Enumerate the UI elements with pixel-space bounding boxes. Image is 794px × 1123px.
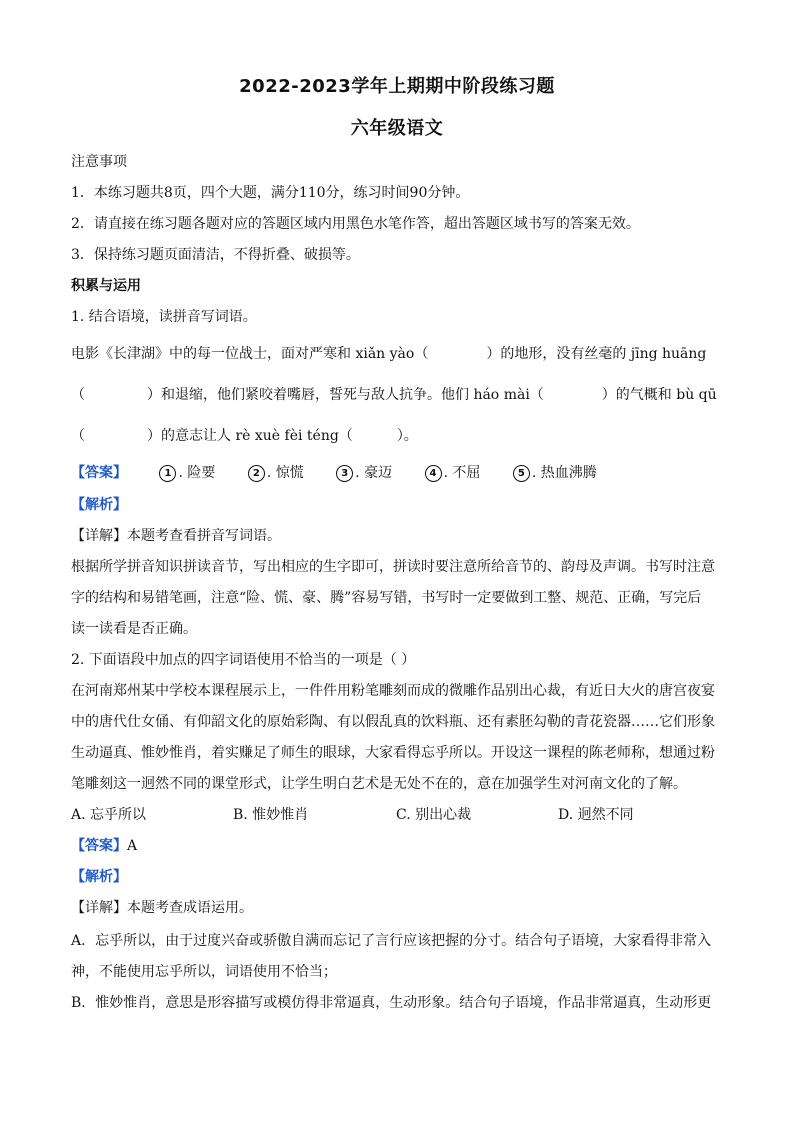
q2-stem: 2. 下面语段中加点的四字词语使用不恰当的一项是（ ） [71, 652, 416, 668]
notes-item-3: 3．保持练习题页面清洁，不得折叠、破损等。 [71, 247, 360, 263]
q2-passage-line-3: 生动逼真、惟妙惟肖，着实赚足了师生的眼球，大家看得忘乎所以。开设这一课程的陈老师称，想通过粉 [71, 745, 715, 761]
q1-explanation-line-1: 根据所学拼音知识拼读音节，写出相应的生字即可，拼读时要注意所给音节的、韵母及声调。书写时注意 [71, 559, 715, 575]
q2-explanation-line-3: B．惟妙惟肖，意思是形容描写或模仿得非常逼真，生动形象。结合句子语境，作品非常逼真，生动形更 [71, 995, 712, 1011]
answer-text: . 险要 [178, 465, 216, 481]
q1-text: ）。 [396, 428, 418, 444]
q1-explanation-line-2: 字的结构和易错笔画，注意“险、慌、豪、腾”容易写错，书写时一定要做到工整、规范、正确，写完后 [71, 590, 702, 606]
q2-explanation-line-2: 神，不能使用忘乎所以，词语使用不恰当； [71, 964, 337, 980]
circled-number: 4 [425, 465, 442, 482]
answer-item-2 [248, 465, 304, 481]
answer-tag: 【答案】 [71, 838, 127, 854]
q1-sentence-line-1 [71, 345, 706, 363]
notes-item-1: 1．本练习题共8页，四个大题，满分110分，练习时间90分钟。 [71, 185, 470, 201]
answer-tag: 【答案】 [71, 465, 127, 481]
q1-sentence-line-3 [71, 427, 418, 445]
notes-heading: 注意事项 [71, 154, 127, 170]
q2-answer-line [71, 837, 137, 855]
q1-detail: 【详解】本题考查看拼音写词语。 [71, 528, 281, 544]
document-title: 2022-2023学年上期期中阶段练习题 [239, 76, 555, 97]
answer-text: . 惊慌 [266, 465, 304, 481]
section-title: 积累与运用 [71, 278, 141, 294]
answer-item-5 [513, 465, 597, 481]
circled-number: 2 [248, 465, 265, 482]
q1-text: ）的地形，没有丝毫的 jīng huāng [486, 346, 707, 362]
q1-text: ）和退缩，他们紧咬着嘴唇，誓死与敌人抗争。他们 háo mài（ [147, 387, 544, 403]
answer-item-3 [336, 465, 392, 481]
answer-text: . 热血沸腾 [531, 465, 597, 481]
answer-item-1 [159, 465, 215, 481]
q1-sentence-line-2 [71, 386, 717, 404]
q1-text: 电影《长津湖》中的每一位战士，面对严寒和 xiǎn yào（ [71, 346, 429, 362]
q1-text: ）的气概和 bù qū [601, 387, 717, 403]
option-b[interactable]: B. 惟妙惟肖 [233, 807, 309, 823]
analysis-tag: 【解析】 [71, 869, 127, 885]
q2-passage-line-1: 在河南郑州某中学校本课程展示上，一件件用粉笔雕刻而成的微雕作品别出心裁，有近日大火的唐宫夜宴 [71, 683, 715, 699]
q1-explanation-line-3: 读一读看是否正确。 [71, 621, 197, 637]
q2-passage-line-4: 笔雕刻这一迥然不同的课堂形式，让学生明白艺术是无处不在的，意在加强学生对河南文化的了解。 [71, 776, 687, 792]
q1-text: ）的意志让人 rè xuè fèi téng（ [147, 428, 353, 444]
option-c[interactable]: C. 别出心裁 [396, 807, 472, 823]
document-subtitle: 六年级语文 [350, 118, 444, 139]
answer-text: . 豪迈 [355, 465, 393, 481]
analysis-tag: 【解析】 [71, 497, 127, 513]
q1-text: （ [71, 428, 85, 444]
circled-number: 5 [513, 465, 530, 482]
q1-answer-line [71, 464, 625, 482]
notes-item-2: 2．请直接在练习题各题对应的答题区域内用黑色水笔作答，超出答题区域书写的答案无效。 [71, 216, 640, 232]
circled-number: 1 [159, 465, 176, 482]
circled-number: 3 [336, 465, 353, 482]
option-a[interactable]: A. 忘乎所以 [71, 807, 147, 823]
option-d[interactable]: D. 迥然不同 [558, 807, 634, 823]
q2-detail: 【详解】本题考查成语运用。 [71, 900, 253, 916]
answer-item-4 [425, 465, 481, 481]
q2-passage-line-2: 中的唐代仕女俑、有仰韶文化的原始彩陶、有以假乱真的饮料瓶、还有素胚勾勒的青花瓷器……它们形象 [71, 714, 715, 730]
q1-stem: 1. 结合语境，读拼音写词语。 [71, 309, 257, 325]
q2-explanation-line-1: A．忘乎所以，由于过度兴奋或骄傲自满而忘记了言行应该把握的分寸。结合句子语境，大家看得非常入 [71, 933, 712, 949]
answer-value: A [127, 838, 138, 854]
answer-text: . 不屈 [443, 465, 481, 481]
q1-text: （ [71, 387, 85, 403]
